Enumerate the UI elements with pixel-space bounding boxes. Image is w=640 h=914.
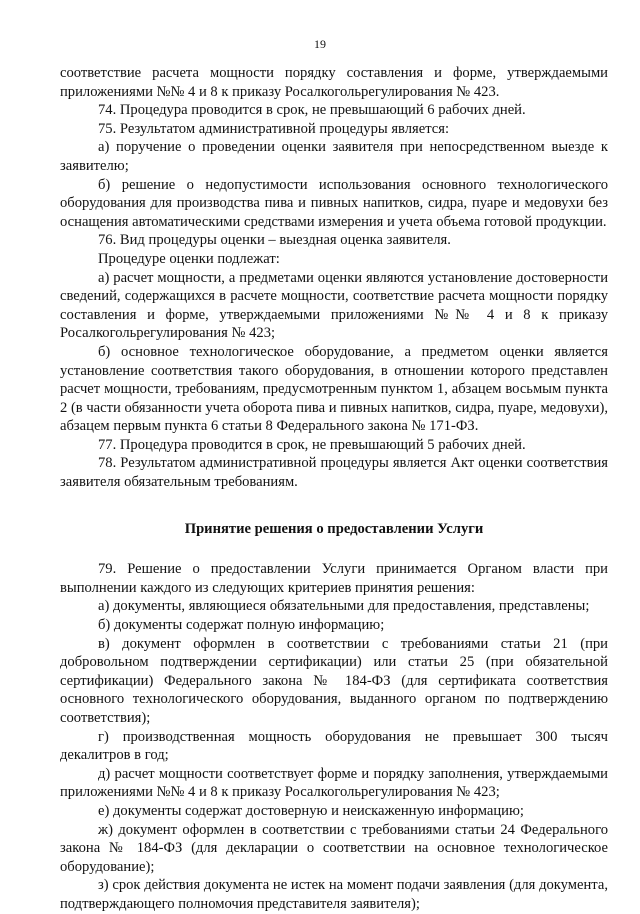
paragraph-78: 78. Результатом административной процедуры является Акт оценки соответствия заявителя обязательным требованиям.: [60, 455, 608, 491]
paragraph-75-a: а) поручение о проведении оценки заявителя при непосредственном выезде к заявителю;: [60, 139, 608, 174]
section-heading: Принятие решения о предоставлении Услуги: [184, 520, 484, 537]
paragraph-74: 74. Процедура проводится в срок, не превышающий 6 рабочих дней.: [98, 102, 526, 119]
paragraph-79: 79. Решение о предоставлении Услуги принимается Органом власти при выполнении каждого из следующих критериев принятия решения:: [60, 561, 608, 596]
paragraph-75: 75. Результатом административной процедуры является:: [98, 120, 450, 137]
paragraph-76-intro: Процедуре оценки подлежат:: [98, 250, 280, 267]
paragraph-79-b: б) документы содержат полную информацию;: [98, 617, 385, 634]
paragraph-76-a: а) расчет мощности, а предметами оценки являются установление достоверности сведений, содержащихся в расчете мощности, соответствие расчета мощности порядку составления и форме, утверждаемыми приложениями №№ 4 и 8 к приказу Росалкогольрегулирования № 423;: [60, 269, 608, 342]
paragraph-79-zh: ж) документ оформлен в соответствии с требованиями статьи 24 Федерального закона № 184-ФЗ (для декларации о соответствии на основное технологическое оборудование);: [60, 821, 608, 875]
page-number: 19: [314, 37, 326, 51]
paragraph-79-d: д) расчет мощности соответствует форме и порядку заполнения, утверждаемыми приложениями №№ 4 и 8 к приказу Росалкогольрегулирования № 423;: [60, 765, 608, 801]
paragraph-continuation: соответствие расчета мощности порядку составления и форме, утверждаемыми приложениями №№ 4 и 8 к приказу Росалкогольрегулирования № 423.: [60, 65, 608, 100]
paragraph-77: 77. Процедура проводится в срок, не превышающий 5 рабочих дней.: [98, 436, 526, 453]
paragraph-79-e: е) документы содержат достоверную и неискаженную информацию;: [98, 802, 524, 819]
document-body: [60, 64, 608, 914]
paragraph-79-v: в) документ оформлен в соответствии с требованиями статьи 21 (при добровольном подтверждении сертификации) или статьи 25 (при обязательной сертификации) Федерального закона № 184-ФЗ (для сертификата соответствия основного технологического оборудования, выданного органом по подтверждению соответствия);: [60, 635, 608, 726]
paragraph-76: 76. Вид процедуры оценки – выездная оценка заявителя.: [98, 232, 451, 249]
paragraph-76-b: б) основное технологическое оборудование, а предметом оценки является установление соответствия такого оборудования, в отношении которого представлен расчет мощности, требованиям, предусмотренным пунктом 1, абзацем восьмым пункта 2 (в части обязанности учета оборота пива и пивных напитков, сидра, пуаре, медовухи), абзацем первым пункта 6 статьи 8 Федерального закона № 171-ФЗ.: [60, 343, 608, 435]
paragraph-79-g: г) производственная мощность оборудования не превышает 300 тысяч декалитров в год;: [60, 728, 608, 764]
paragraph-75-b: б) решение о недопустимости использования основного технологического оборудования для производства пива и пивных напитков, сидра, пуаре и медовухи без оснащения автоматическими средствами измерения и учета объема готовой продукции.: [60, 176, 608, 230]
paragraph-79-a: а) документы, являющиеся обязательными для предоставления, представлены;: [98, 598, 590, 615]
paragraph-79-z: з) срок действия документа не истек на момент подачи заявления (для документа, подтверждающего полномочия представителя заявителя);: [60, 877, 608, 912]
